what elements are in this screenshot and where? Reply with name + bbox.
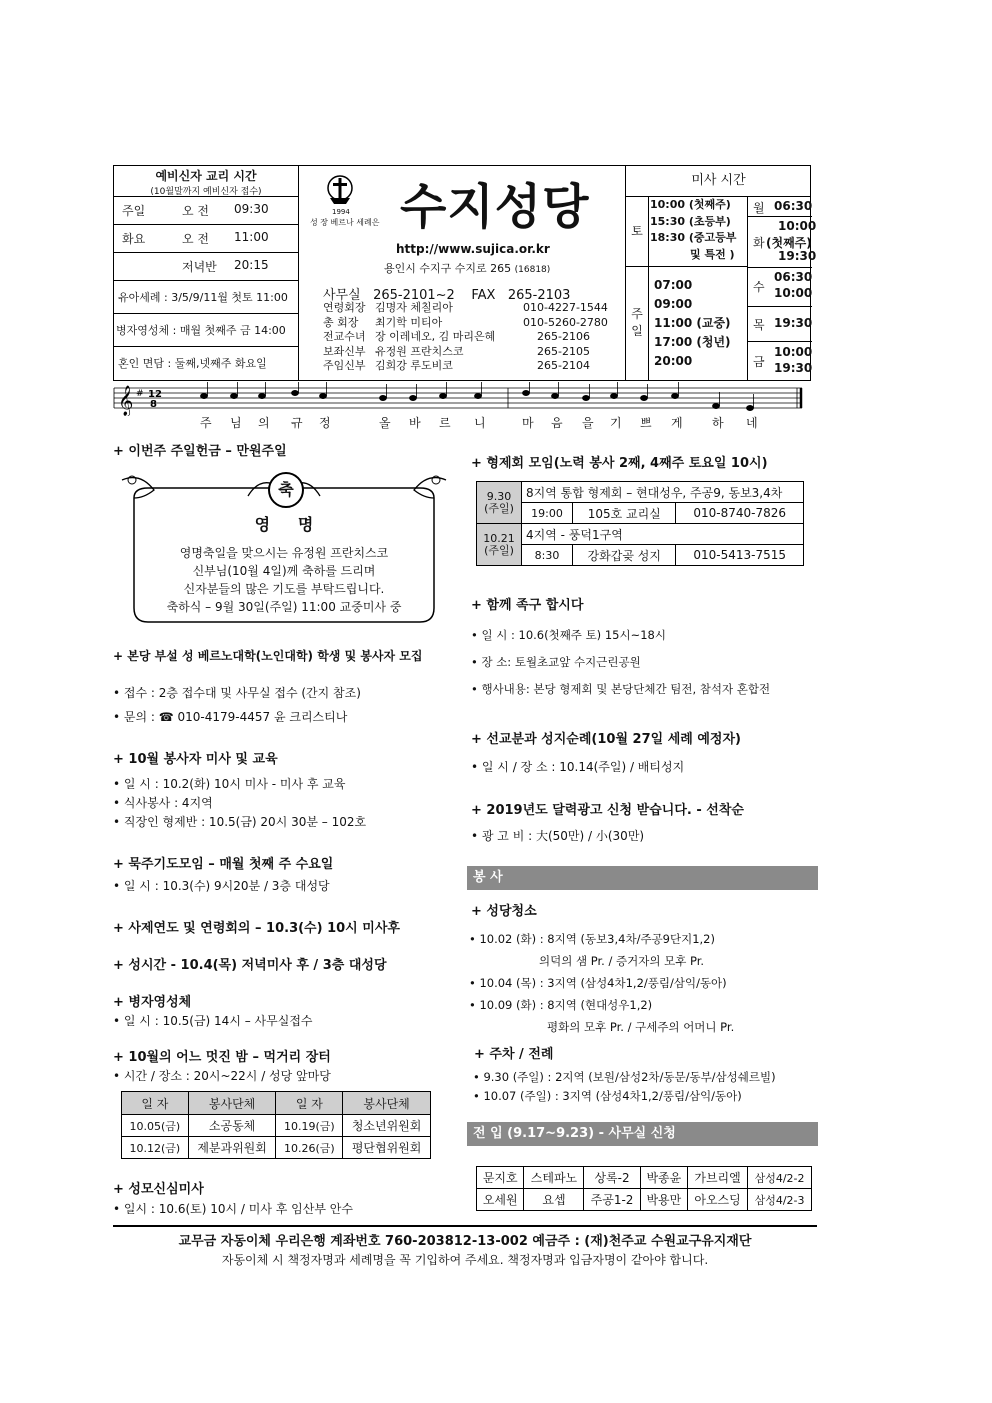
list-item: • 10.09 (화) : 8지역 (현대성우1,2): [469, 998, 653, 1012]
table-cell: 105호 교리실: [573, 503, 676, 524]
sat-time: 10:00 (첫째주): [650, 198, 731, 211]
lyric: 니: [474, 416, 486, 430]
address: 용인시 수지구 수지로 265: [384, 262, 512, 275]
table-header: 일 자: [276, 1092, 343, 1115]
weekday-time: 19:30: [774, 361, 813, 375]
congrats-badge: 축: [268, 472, 304, 508]
table-row: [122, 1115, 431, 1137]
list-item: • 10.04 (목) : 3지역 (삼성4차1,2/풍림/삼익/동아): [469, 976, 727, 990]
table-cell: 19:00: [522, 503, 573, 524]
catechism-ampm: 저녁반: [182, 260, 217, 274]
postcode: (16818): [514, 265, 551, 275]
contact-name: 김명자 체칠리아: [375, 301, 453, 314]
catechism-day: 화요: [122, 232, 146, 246]
mass-times-panel: [625, 166, 817, 380]
table-row: [477, 1167, 812, 1189]
lyric: 주: [200, 416, 212, 430]
contact-phone: 010-4227-1544: [523, 301, 608, 314]
sun-label: 주일: [626, 267, 649, 380]
list-item: • 직장인 형제반 : 10.5(금) 20시 30분 – 102호: [113, 815, 367, 829]
catechism-time: 11:00: [234, 230, 269, 244]
marian-mass-heading: + 성모신심미사: [113, 1182, 204, 1197]
list-item: • 일 시 : 10.6(첫째주 토) 15시~18시: [471, 628, 666, 642]
congrats-line: 축하식 – 9월 30일(주일) 11:00 교중미사 중: [166, 600, 402, 614]
transfer-table: [476, 1166, 812, 1211]
contact-phone: 265-2104: [537, 359, 590, 372]
table-row: [477, 1189, 812, 1211]
logo-year: 1994: [332, 208, 350, 216]
table-cell: 제분과위원회: [188, 1137, 276, 1159]
sat-time: 및 특전 ): [690, 247, 735, 261]
weekday-mon: 월: [753, 201, 765, 215]
football-list: [471, 622, 770, 703]
contact-phone: 010-5260-2780: [523, 315, 608, 329]
weekday-fri: 금: [753, 355, 765, 369]
contact-name: 최기학 미티아: [375, 315, 443, 329]
contact-role: 보좌신부: [323, 344, 366, 358]
catechism-day: 주일: [122, 204, 146, 218]
parish-title: 수지성당: [400, 179, 590, 235]
marriage-interview: 혼인 면담 : 둘째,넷째주 화요일: [118, 357, 267, 370]
cleaning-heading: + 성당청소: [471, 904, 537, 919]
lyric: 정: [319, 416, 331, 430]
holy-hour-heading: + 성시간 - 10.4(목) 저녁미사 후 / 3층 대성당: [113, 958, 387, 973]
svg-text:12: 12: [148, 389, 162, 400]
offering-heading: + 이번주 주일헌금 – 만원주일: [113, 444, 287, 459]
catechism-ampm: 오 전: [182, 204, 209, 218]
market-table: [121, 1091, 431, 1159]
sick-communion: 병자영성체 : 매월 첫째주 금 14:00: [116, 324, 286, 337]
catechism-time: 09:30: [234, 202, 269, 216]
table-cell: 가브리엘: [688, 1167, 748, 1189]
table-cell: 10.21 (주일): [477, 524, 522, 566]
lyric: 바: [409, 416, 421, 430]
congrats-line: 신자분들의 많은 기도를 부탁드립니다.: [183, 582, 385, 596]
list-item: • 일시 : 10.6(토) 10시 / 미사 후 임산부 안수: [113, 1202, 353, 1216]
lyric: 게: [671, 416, 683, 430]
congrats-line: 영명축일을 맞으시는 유정원 프란치스코: [179, 546, 389, 560]
sun-time: 09:00: [654, 297, 693, 311]
footer-divider: [113, 1225, 817, 1227]
table-header-row: [122, 1092, 431, 1115]
music-lyrics: [112, 414, 812, 430]
svg-text:𝄞: 𝄞: [118, 386, 134, 416]
table-cell: 박종윤: [640, 1167, 687, 1189]
table-cell: 10.26(금): [276, 1137, 343, 1159]
list-item: 의덕의 샘 Pr. / 증거자의 모후 Pr.: [539, 954, 705, 968]
table-cell: 8:30: [522, 545, 573, 566]
list-item: • 일 시 : 10.5(금) 14시 – 사무실접수: [113, 1014, 313, 1028]
table-cell: 8지역 통합 형제회 – 현대성우, 주공9, 동보3,4차: [522, 482, 804, 503]
list-item: • 문의 : ☎ 010-4179-4457 윤 크리스티나: [113, 710, 348, 724]
table-cell: 010-8740-7826: [676, 503, 804, 524]
table-row: [477, 524, 804, 545]
congrats-card: [120, 468, 448, 626]
lyric: 음: [551, 416, 563, 430]
contact-row: [323, 359, 623, 374]
table-cell: 10.19(금): [276, 1115, 343, 1137]
contact-role: 전교수녀: [323, 330, 366, 343]
contact-row: [323, 345, 623, 360]
lyric: 하: [712, 416, 724, 430]
list-item: • 식사봉사 : 4지역: [113, 796, 213, 810]
table-cell: 010-5413-7515: [676, 545, 804, 566]
contact-row: [323, 301, 623, 316]
table-header: 봉사단체: [188, 1092, 276, 1115]
table-cell: 주공1-2: [584, 1189, 640, 1211]
svg-text:8: 8: [150, 399, 157, 410]
table-cell: 청소년위원회: [343, 1115, 431, 1137]
footer-bank-info: 교무금 자동이체 우리은행 계좌번호 760-203812-13-002 예금주 : (재)천주교 수원교구유지재단: [178, 1234, 752, 1249]
contact-phone: 265-2106: [537, 330, 590, 343]
weekday-time: 19:30: [774, 316, 813, 330]
sat-label: 토: [626, 196, 649, 267]
contact-role: 총 회장: [323, 315, 359, 329]
catechism-subtitle: (10월말까지 예비신자 접수): [150, 187, 262, 197]
calendar-ad-heading: + 2019년도 달력광고 신청 받습니다. - 선착순: [471, 803, 744, 818]
sat-time: 18:30 (중고등부: [650, 231, 737, 244]
weekday-time: 06:30: [774, 270, 813, 284]
catechism-title: 예비신자 교리 시간: [155, 169, 257, 183]
table-cell: 평단협위원회: [343, 1137, 431, 1159]
website-link[interactable]: http://www.sujica.or.kr: [396, 242, 550, 256]
table-cell: 문지호: [477, 1167, 524, 1189]
list-item: • 시간 / 장소 : 20시~22시 / 성당 앞마당: [113, 1069, 331, 1083]
sun-time: 20:00: [654, 354, 693, 368]
lyric: 마: [522, 416, 534, 430]
contact-role: 연령회장: [323, 301, 366, 314]
infant-baptism: 유아세례 : 3/5/9/11월 첫토 11:00: [118, 291, 288, 304]
music-staff: [112, 382, 812, 432]
office-phone: 사무실 265-2101~2 FAX 265-2103: [323, 288, 571, 303]
weekday-time: 10:00: [778, 219, 817, 233]
lyric: 규: [291, 416, 303, 430]
congrats-body: [120, 544, 448, 616]
catechism-panel: [114, 166, 299, 380]
lyric: 의: [258, 416, 270, 430]
brothers-table: [476, 481, 804, 566]
table-cell: 아오스딩: [688, 1189, 748, 1211]
list-item: • 광 고 비 : 大(50만) / 小(30만): [471, 829, 645, 843]
pilgrimage-heading: + 선교분과 성지순례(10월 27일 세례 예정자): [471, 732, 741, 747]
table-header: 일 자: [122, 1092, 189, 1115]
music-notes-icon: [112, 382, 812, 416]
contact-role: 주임신부: [323, 359, 366, 372]
table-cell: 강화갑곶 성지: [573, 545, 676, 566]
weekday-wed: 수: [753, 280, 765, 294]
lyric: 르: [439, 416, 451, 430]
contact-name: 유정원 프란치스코: [375, 344, 464, 358]
lyric: 을: [582, 416, 594, 430]
contact-phone: 265-2105: [537, 344, 590, 358]
logo-caption: 성 장 베르나 세례은: [310, 218, 380, 227]
list-item: • 일 시 / 장 소 : 10.14(주일) / 배티성지: [471, 760, 685, 774]
list-item: • 행사내용: 본당 형제회 및 본당단체간 팀전, 참석자 혼합전: [471, 682, 771, 696]
list-item: • 장 소: 토월초교앞 수지근린공원: [471, 655, 641, 669]
mass-title: 미사 시간: [626, 166, 811, 197]
weekday-thu: 목: [753, 318, 765, 332]
weekday-tue: 화: [753, 236, 765, 250]
list-item: • 10.07 (주일) : 3지역 (삼성4차1,2/풍림/삼익/동아): [473, 1089, 742, 1103]
weekday-time: (첫째주): [766, 236, 812, 250]
sun-time: 11:00 (교중): [654, 316, 731, 330]
lyric: 쁘: [640, 416, 652, 430]
table-row: [477, 482, 804, 503]
service-banner: 봉 사: [467, 866, 818, 890]
contact-name: 김희강 루도비코: [375, 359, 453, 372]
table-row: [477, 545, 804, 566]
sick-communion-heading: + 병자영성체: [113, 995, 192, 1010]
congrats-title: 영 명: [254, 515, 314, 534]
table-cell: 요셉: [524, 1189, 584, 1211]
parish-info: [298, 166, 625, 380]
market-heading: + 10월의 어느 멋진 밤 – 먹거리 장터: [113, 1050, 331, 1065]
catechism-ampm: 오 전: [182, 232, 209, 246]
transfer-banner: 전 입 (9.17~9.23) - 사무실 신청: [467, 1122, 818, 1146]
contact-list: [323, 301, 623, 374]
table-row: [122, 1137, 431, 1159]
list-item: • 일 시 : 10.3(수) 9시20분 / 3층 대성당: [113, 879, 330, 893]
parking-heading: + 주차 / 전례: [474, 1047, 554, 1062]
table-cell: 소공동체: [188, 1115, 276, 1137]
table-cell: 박용만: [640, 1189, 687, 1211]
priest-memorial-heading: + 사제연도 및 연령회의 – 10.3(수) 10시 미사후: [113, 921, 400, 936]
lyric: 올: [379, 416, 391, 430]
table-header: 봉사단체: [343, 1092, 431, 1115]
table-cell: 상록-2: [584, 1167, 640, 1189]
lyric: 님: [230, 416, 242, 430]
sun-time: 17:00 (청년): [654, 335, 731, 349]
weekday-time: 19:30: [778, 249, 817, 263]
footer-note: 자동이체 시 책정자명과 세례명을 꼭 기입하여 주세요. 책정자명과 입금자명이 같아야 합니다.: [221, 1253, 709, 1267]
list-item: • 9.30 (주일) : 2지역 (보원/삼성2차/동문/동부/삼성쉐르빌): [473, 1070, 776, 1084]
contact-name: 장 이레네오, 김 마리은혜: [375, 330, 496, 343]
list-item: • 접수 : 2층 접수대 및 사무실 접수 (간지 참조): [113, 686, 361, 700]
table-cell: 삼성4/2-2: [748, 1167, 812, 1189]
table-cell: 9.30 (주일): [477, 482, 522, 524]
senior-college-heading: + 본당 부설 성 베르노대학(노인대학) 학생 및 봉사자 모집: [113, 649, 423, 663]
list-item: • 일 시 : 10.2(화) 10시 미사 - 미사 후 교육: [113, 777, 346, 791]
table-cell: 오세원: [477, 1189, 524, 1211]
contact-row: [323, 330, 623, 345]
rosary-heading: + 묵주기도모임 – 매월 첫째 주 수요일: [113, 857, 334, 872]
table-row: [477, 503, 804, 524]
table-cell: 스테파노: [524, 1167, 584, 1189]
table-cell: 삼성4/2-3: [748, 1189, 812, 1211]
table-cell: 10.05(금): [122, 1115, 189, 1137]
svg-text:#: #: [136, 389, 144, 399]
cleaning-list: [469, 928, 734, 1038]
volunteer-list: [113, 775, 366, 832]
lyric: 기: [610, 416, 622, 430]
sat-time: 15:30 (초등부): [650, 214, 731, 228]
catechism-time: 20:15: [234, 258, 269, 272]
table-cell: 10.12(금): [122, 1137, 189, 1159]
weekday-time: 06:30: [774, 199, 813, 213]
parking-list: [473, 1068, 776, 1106]
list-item: 평화의 모후 Pr. / 구세주의 어머니 Pr.: [547, 1020, 735, 1034]
brothers-heading: + 형제회 모임(노력 봉사 2째, 4째주 토요일 10시): [471, 456, 768, 471]
header-box: [113, 165, 817, 381]
parish-logo-icon: [326, 174, 354, 208]
football-heading: + 함께 족구 합시다: [471, 598, 584, 613]
contact-row: [323, 316, 623, 331]
congrats-line: 신부님(10월 4일)께 축하를 드리며: [192, 564, 376, 578]
table-cell: 4지역 - 풍덕1구역: [522, 524, 804, 545]
weekday-time: 10:00: [774, 345, 813, 359]
lyric: 네: [746, 416, 758, 430]
weekday-time: 10:00: [774, 286, 813, 300]
sun-time: 07:00: [654, 278, 693, 292]
volunteer-heading: + 10월 봉사자 미사 및 교육: [113, 752, 278, 767]
senior-college-list: [113, 681, 361, 729]
list-item: • 10.02 (화) : 8지역 (동보3,4차/주공9단지1,2): [469, 932, 715, 946]
